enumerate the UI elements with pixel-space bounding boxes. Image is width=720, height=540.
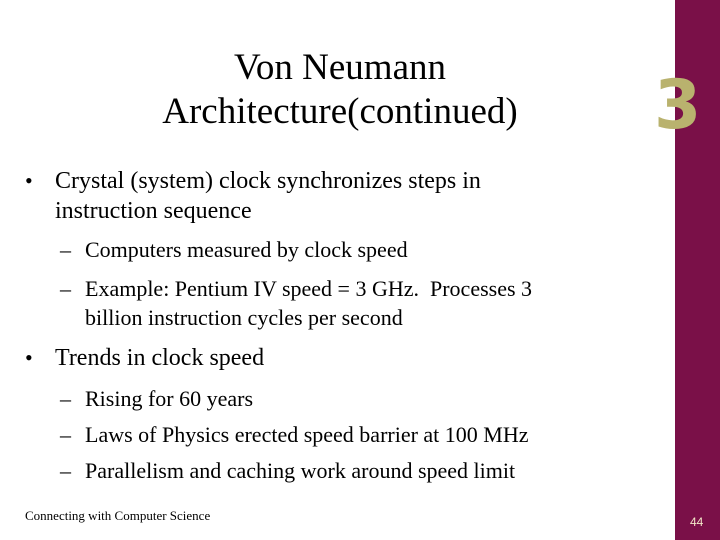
bullet-item xyxy=(25,166,645,226)
bullet-marker: • xyxy=(25,345,33,370)
bullet-text-line1: Trends in clock speed xyxy=(55,345,265,371)
bullet-marker: • xyxy=(25,168,33,193)
dash-marker: – xyxy=(60,237,71,262)
sub-bullet-item xyxy=(60,274,660,332)
sub-bullet-text: Parallelism and caching work around speed limit xyxy=(85,458,516,483)
sub-bullet-item xyxy=(60,420,640,449)
dash-marker: – xyxy=(60,422,71,447)
sub-bullet-item xyxy=(60,456,640,485)
page-number: 44 xyxy=(690,515,704,529)
slide-title-line2: Architecture(continued) xyxy=(162,91,518,132)
chapter-number: 3 xyxy=(654,66,702,145)
bullet-item xyxy=(25,343,645,373)
dash-marker: – xyxy=(60,458,71,483)
sub-bullet-text-line2: billion instruction cycles per second xyxy=(85,305,403,330)
slide-title-line1: Von Neumann xyxy=(233,47,447,88)
dash-marker: – xyxy=(60,276,71,301)
bullet-text-line2: instruction sequence xyxy=(55,198,252,224)
sub-bullet-item xyxy=(60,235,640,264)
dash-marker: – xyxy=(60,386,71,411)
sub-bullet-item xyxy=(60,384,640,413)
sub-bullet-text: Computers measured by clock speed xyxy=(85,237,408,262)
sub-bullet-text: Laws of Physics erected speed barrier at 100 MHz xyxy=(85,422,529,447)
slide-title xyxy=(60,46,620,134)
footer-text: Connecting with Computer Science xyxy=(25,508,211,523)
sub-bullet-text-line1: Example: Pentium IV speed = 3 GHz. Processes 3 xyxy=(85,276,533,301)
bullet-text-line1: Crystal (system) clock synchronizes steps in xyxy=(55,168,481,194)
sub-bullet-text: Rising for 60 years xyxy=(85,386,254,411)
